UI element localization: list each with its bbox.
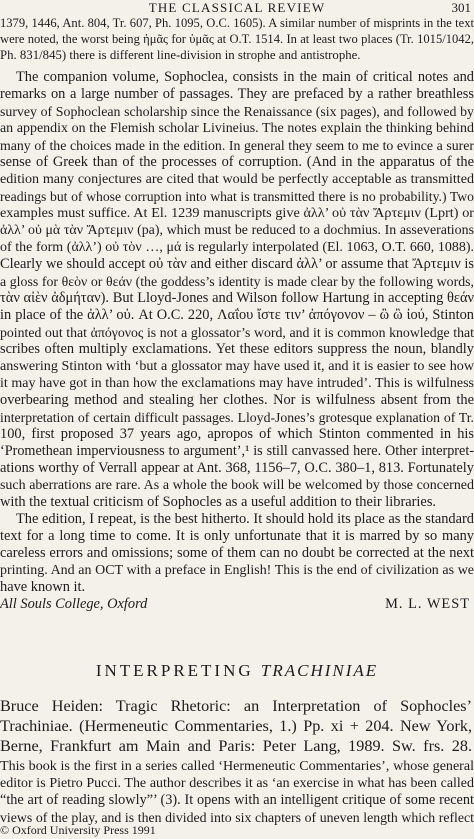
text-line: an appendix on the Flemish scholar Livineius. The notes explain the thinking behind [0, 121, 474, 136]
text-line: text for a long time to come. It is only unfortunate that it is marred by so many [0, 528, 474, 544]
journal-title: THE CLASSICAL REVIEW [148, 0, 326, 15]
text-line: such aberrations are rare. As a whole the book will be welcomed by those concerned [0, 478, 474, 493]
section-title-play: TRACHINIAE [260, 661, 379, 680]
text-line: edition many conjectures are cited that would be perfectly acceptable as transmitted [0, 171, 474, 187]
text-line: examples must suffice. At El. 1239 manuscripts give ἀλλ’ οὐ τὰν Ἄρτεμιν (Lprt) or [0, 205, 474, 221]
text-line: The edition, I repeat, is the best hitherto. It should hold its place as the standard [16, 511, 474, 527]
text-line: views of the play, and is then divided into six chapters of uneven length which reflect [0, 810, 474, 825]
text-line: Ph. 831/845) there is different line-division in strophe and antistrophe. [0, 48, 361, 62]
text-line: ations worthy of Verrall appear at Ant. 368, 1156–7, O.C. 380–1, 813. Fortunately [0, 460, 474, 476]
running-head [0, 1, 474, 15]
text-line: 1379, 1446, Ant. 804, Tr. 607, Ph. 1095, O.C. 1605). A similar number of misprints in the text [0, 16, 474, 30]
text-line: interpretation of certain difficult passages. Lloyd-Jones’s grotesque explanation of Tr. [0, 410, 474, 425]
text-line: printing. And an OCT with a preface in English! This is the end of civilization as we [0, 563, 474, 578]
text-line: Clearly we should accept οὐ τὰν and either discard ἀλλ’ or assume that Ἄρτεμιν is [0, 256, 474, 272]
text-line: sense of Greek than of the processes of corruption. (And in the apparatus of the [0, 154, 474, 170]
text-line: were noted, the worst being ἡμᾶς for ὑμᾶς at O.T. 1514. In at least two places (Tr. 1015/1042, [0, 32, 474, 46]
text-line: survey of Sophoclean scholarship since the Renaissance (six pages), and followed by [0, 104, 474, 119]
section-title [0, 661, 474, 681]
text-line: careless errors and omissions; some of them can no doubt be corrected at the next [0, 545, 474, 561]
text-line: it may have got in than how the exclamations may have intruded’. This is wilfulness [0, 376, 474, 391]
text-line: remarks on a large number of passages. They are prefaced by a rather breathless [0, 86, 474, 102]
text-line: have known it. [0, 579, 86, 595]
section-title-prefix: INTERPRETING [95, 661, 254, 680]
author-name: M. L. WEST [385, 596, 470, 612]
bib-line: Bruce Heiden: Tragic Rhetoric: an Interpretation of Sophocles’ [0, 697, 472, 715]
text-line: ἀλλ’ οὐ μὰ τὰν Ἄρτεμιν (pa), which must be reduced to a dochmius. In asseverations [0, 223, 474, 238]
bib-line: Berne, Frankfurt am Main and Paris: Peter Lang, 1989. Sw. frs. 28. [0, 737, 472, 755]
text-line: with the textual criticism of Sophocles as a useful addition to their libraries. [0, 494, 437, 510]
text-line: ‘Promethean imperviousness to argument’,¹ is still canvassed here. Other interpret- [0, 443, 474, 459]
text-line: pointed out that ἀπόγονος is not a glossator’s word, and it is common knowledge that [0, 325, 474, 340]
bib-line: Trachiniae. (Hermeneutic Commentaries, 1.) Pp. xi + 204. New York, [0, 717, 472, 735]
copyright-notice: © Oxford University Press 1991 [0, 823, 156, 837]
text-line: “the art of reading slowly”’ (3). It opens with an intelligent critique of some recent [0, 792, 474, 808]
text-line: readings but of whose corruption into what is transmitted there is no probability.) Two [0, 189, 474, 204]
text-line: overbearing method and stealing her clothes. Nor is wilfulness absent from the [0, 392, 474, 408]
text-line: τὰν αἰὲν ἀδμήταν). But Lloyd-Jones and Wilson follow Hartung in accepting θεάν [0, 290, 474, 306]
author-affiliation: All Souls College, Oxford [0, 596, 148, 612]
text-line: The companion volume, Sophoclea, consists in the main of critical notes and [16, 69, 474, 85]
text-line: many of the choices made in the edition. In general they seem to me to evince a surer [0, 138, 474, 153]
page-number: 301 [451, 0, 471, 15]
text-line: This book is the first in a series called ‘Hermeneutic Commentaries’, whose general [0, 758, 474, 774]
text-line: editor is Pietro Pucci. The author describes it as ‘an exercise in what has been called [0, 776, 474, 791]
text-line: scribes often multiply exclamations. Yet these editors suppress the noun, blandly [0, 341, 474, 357]
text-line: answering Stinton with ‘but a glossator may have used it, and it is easier to see how [0, 358, 474, 374]
text-line: a gloss for θεὸν or θεάν (the goddess’s identity is made clear by the following words, [0, 274, 474, 289]
text-line: 100, first proposed 37 years ago, apropos of which Stinton commented in his [0, 426, 474, 442]
text-line: of the form (ἀλλ’) οὐ τὸν …, μά is regularly interpolated (El. 1063, O.T. 660, 1088). [0, 240, 474, 255]
text-line: in place of the ἀλλ’ οὐ. At O.C. 220, Λαΐου ἴστε τιν’ ἀπόγονον – ὢ ὢ ἰού, Stinton [0, 307, 474, 323]
